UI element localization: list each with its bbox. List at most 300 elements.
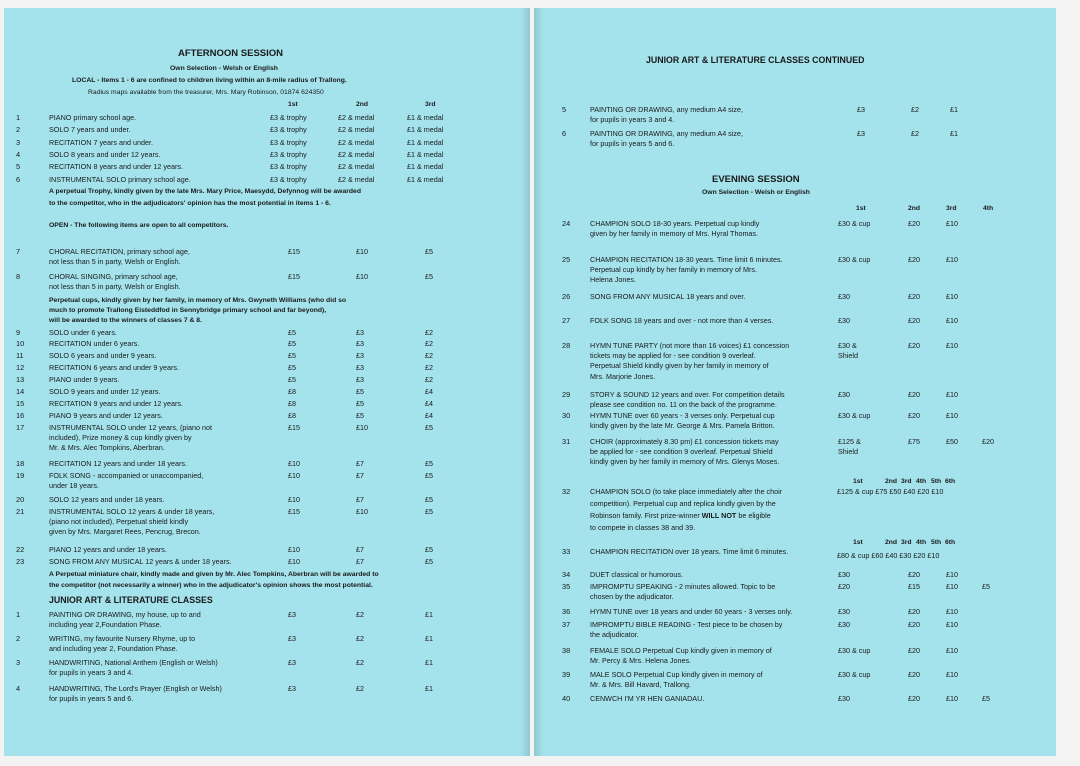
item-text: including year 2,Foundation Phase. xyxy=(49,620,162,630)
item-number: 11 xyxy=(16,351,24,360)
prize-1st: £30 & cup xyxy=(838,255,871,264)
cups-note: much to promote Trallong Eisteddfod in Sennybridge primary school and far beyond), xyxy=(49,307,327,315)
item-text: Mr. Percy & Mrs. Helena Jones. xyxy=(590,656,692,666)
col-header-2: 2nd xyxy=(356,101,369,108)
item-number: 29 xyxy=(562,390,571,399)
prize-2nd: £2 xyxy=(356,634,364,643)
item-number: 5 xyxy=(16,162,21,172)
prize-3rd: £2 xyxy=(425,339,433,348)
prize-3rd: £5 xyxy=(425,471,433,480)
item-text: PAINTING OR DRAWING, any medium A4 size, xyxy=(590,129,743,138)
item-text: CHORAL SINGING, primary school age, xyxy=(49,272,178,281)
prize-3rd: £10 xyxy=(946,620,958,629)
prize-3rd: £1 & medal xyxy=(407,174,444,184)
item-number: 6 xyxy=(16,174,21,184)
prize-1st: £3 & trophy xyxy=(270,137,307,147)
item-number: 33 xyxy=(562,547,571,556)
item-text: PIANO 9 years and under 12 years. xyxy=(49,411,163,420)
item-number: 3 xyxy=(16,658,21,667)
item-text: CHAMPION RECITATION over 18 years. Time limit 6 minutes. xyxy=(590,547,789,556)
prize-3rd: £10 xyxy=(946,646,958,655)
prize-2nd: £2 xyxy=(356,684,364,693)
item-text: HYMN TUNE over 18 years and under 60 years - 3 verses only. xyxy=(590,607,793,616)
prize-2nd: £2 & medal xyxy=(338,162,375,172)
prize-3rd: £10 xyxy=(946,670,958,679)
item-text: CHAMPION RECITATION 18-30 years. Time limit 6 minutes. xyxy=(590,255,783,264)
item-text: Mr. & Mrs. Bill Havard, Trallong. xyxy=(590,680,692,690)
item-text: RECITATION 7 years and under. xyxy=(49,137,153,147)
prize-3rd: £10 xyxy=(946,570,958,579)
item-text: please see condition no. 11 on the back of the programme. xyxy=(590,400,777,410)
item-text: given by her family in memory of Mrs. Hyral Thomas. xyxy=(590,229,759,239)
prize-2nd: £20 xyxy=(908,390,920,399)
item-text: (piano not included), Perpetual shield kindly xyxy=(49,517,189,527)
item-number: 5 xyxy=(562,105,567,114)
item-text: DUET classical or humorous. xyxy=(590,570,683,579)
prize-2nd: £7 xyxy=(356,495,364,504)
prize-1st: £3 & trophy xyxy=(270,149,307,159)
prize-3rd: £1 & medal xyxy=(407,149,444,159)
item-text: Mrs. Marjorie Jones. xyxy=(590,371,656,381)
item-text: to compete in classes 38 and 39. xyxy=(590,523,696,532)
item-number: 2 xyxy=(16,125,21,135)
item-text: INSTRUMENTAL SOLO 12 years & under 18 years, xyxy=(49,507,215,516)
item-text: be applied for - see condition 9 overleaf. Perpetual Shield xyxy=(590,447,773,457)
item-number: 40 xyxy=(562,694,571,703)
chair-note: the competitor (not necessarily a winner) who in the adjudicator's opinion shows the most potential. xyxy=(49,582,373,589)
item-text: MALE SOLO Perpetual Cup kindly given in memory of xyxy=(590,670,763,679)
item-number: 1 xyxy=(16,610,21,619)
col-header-1: 1st xyxy=(856,205,866,212)
prize-2nd: £2 xyxy=(911,129,919,138)
item-text: HYMN TUNE PARTY (not more than 16 voices) £1 concession xyxy=(590,341,790,350)
item-text: SONG FROM ANY MUSICAL 18 years and over. xyxy=(590,292,746,301)
item-number: 21 xyxy=(16,507,25,516)
prize-2nd: £3 xyxy=(356,375,364,384)
prize-2nd: £20 xyxy=(908,292,920,301)
item-number: 1 xyxy=(16,113,21,122)
prize-1st: £5 xyxy=(288,351,296,360)
trophy-note: to the competitor, who in the adjudicators' opinion has the most potential in items 1 - 6. xyxy=(49,200,331,207)
prize-3rd: £10 xyxy=(946,411,958,420)
prize-3rd: £2 xyxy=(425,328,433,337)
col-header-5: 5th xyxy=(931,539,942,546)
prize-4th: £5 xyxy=(982,694,990,703)
prize-1st: £3 & trophy xyxy=(270,113,307,122)
item-text: under 18 years. xyxy=(49,481,99,491)
item-number: 38 xyxy=(562,646,571,655)
prize-2nd: £7 xyxy=(356,557,364,566)
item-number: 19 xyxy=(16,471,25,480)
prize-1st: £3 xyxy=(288,658,296,667)
col-header-1: 1st xyxy=(853,539,863,546)
col-header-4: 4th xyxy=(916,539,927,546)
item-number: 18 xyxy=(16,459,25,468)
prize-2nd: £20 xyxy=(908,694,920,703)
prize-2nd: £10 xyxy=(356,507,368,516)
item-number: 36 xyxy=(562,607,571,616)
prize-1st: £3 xyxy=(288,610,296,619)
item-text: SOLO 7 years and under. xyxy=(49,125,131,135)
col-header-6: 6th xyxy=(945,539,956,546)
col-header-6: 6th xyxy=(945,478,956,485)
item-text: Helena Jones. xyxy=(590,275,636,285)
prize-2nd: £10 xyxy=(356,423,368,432)
col-header-4: 4th xyxy=(916,478,927,485)
prize-2nd: £7 xyxy=(356,471,364,480)
item-text: PAINTING OR DRAWING, any medium A4 size, xyxy=(590,105,743,114)
item-text: SOLO 8 years and under 12 years. xyxy=(49,149,161,159)
item-text: Perpetual cup kindly by her family in memory of Mrs. xyxy=(590,265,757,275)
prize-1st: £3 & trophy xyxy=(270,125,307,135)
item-text: competition). Perpetual cup and replica kindly given by the xyxy=(590,499,776,508)
item-text: RECITATION 12 years and under 18 years. xyxy=(49,459,187,468)
item-number: 15 xyxy=(16,399,25,408)
prize-3rd: £1 xyxy=(425,684,433,693)
prize-1st: Shield xyxy=(838,447,858,457)
prize-2nd: £3 xyxy=(356,339,364,348)
prize-2nd: £15 xyxy=(908,582,920,591)
item-text: RECITATION 9 years and under 12 years. xyxy=(49,399,183,408)
prize-3rd: £5 xyxy=(425,495,433,504)
prize-2nd: £20 xyxy=(908,570,920,579)
prize-1st: £30 & cup xyxy=(838,670,871,679)
col-header-1: 1st xyxy=(853,478,863,485)
item-text: given by Mrs. Margaret Rees, Pencrug, Brecon. xyxy=(49,527,201,537)
prize-1st: £15 xyxy=(288,247,300,256)
prize-1st: £8 xyxy=(288,387,296,396)
prize-4th: £5 xyxy=(982,582,990,591)
item-text: included), Prize money & cup kindly given by xyxy=(49,433,192,443)
col-header-3: 3rd xyxy=(946,205,957,212)
item-text: for pupils in years 3 and 4. xyxy=(590,115,675,125)
prize-2nd: £2 xyxy=(356,610,364,619)
item-text: HANDWRITING, The Lord's Prayer (English or Welsh) xyxy=(49,684,222,693)
prize-1st: £30 xyxy=(838,694,850,703)
afternoon-session-title: AFTERNOON SESSION xyxy=(178,48,284,59)
item-number: 16 xyxy=(16,411,25,420)
prize-3rd: £2 xyxy=(425,375,433,384)
prize-1st: £10 xyxy=(288,545,300,554)
right-page xyxy=(534,8,1056,756)
prize-2nd: £10 xyxy=(356,272,368,281)
emphasis: WILL NOT xyxy=(701,511,737,520)
prize-1st: £8 xyxy=(288,411,296,420)
item-number: 24 xyxy=(562,219,571,228)
prize-3rd: £10 xyxy=(946,607,958,616)
prize-3rd: £1 xyxy=(425,658,433,667)
afternoon-subtitle: Own Selection - Welsh or English xyxy=(170,65,278,72)
prize-2nd: £20 xyxy=(908,341,920,350)
prize-2nd: £3 xyxy=(356,363,364,372)
prize-1st: £30 & cup xyxy=(838,219,871,228)
prize-3rd: £1 xyxy=(950,129,958,138)
prize-2nd: £3 xyxy=(356,328,364,337)
prize-2nd: £2 & medal xyxy=(338,113,375,122)
item-text: SOLO 9 years and under 12 years. xyxy=(49,387,161,396)
prize-3rd: £50 xyxy=(946,437,958,446)
col-header-4: 4th xyxy=(983,205,994,212)
prize-3rd: £10 xyxy=(946,390,958,399)
prize-1st: £3 xyxy=(857,129,865,138)
item-text: CENWCH I'M YR HEN GANIADAU. xyxy=(590,694,705,703)
prize-1st: £30 xyxy=(838,570,850,579)
col-header-2: 2nd xyxy=(885,539,898,546)
item-text: RECITATION under 6 years. xyxy=(49,339,140,348)
item-text: PIANO 12 years and under 18 years. xyxy=(49,545,167,554)
prize-2nd: £20 xyxy=(908,607,920,616)
prize-1st: £3 xyxy=(857,105,865,114)
item-text: the adjudicator. xyxy=(590,630,639,640)
prize-2nd: £2 xyxy=(356,658,364,667)
prize-1st: Shield xyxy=(838,351,858,361)
prize-2nd: £20 xyxy=(908,411,920,420)
item-text: FEMALE SOLO Perpetual Cup kindly given in memory of xyxy=(590,646,772,655)
prize-2nd: £75 xyxy=(908,437,920,446)
prize-row: £125 & cup £75 £50 £40 £20 £10 xyxy=(837,487,944,496)
prize-2nd: £5 xyxy=(356,411,364,420)
prize-row: £80 & cup £60 £40 £30 £20 £10 xyxy=(837,551,940,560)
item-number: 23 xyxy=(16,557,25,566)
prize-3rd: £4 xyxy=(425,399,433,408)
item-number: 4 xyxy=(16,684,21,693)
prize-1st: £125 & xyxy=(838,437,861,446)
item-number: 39 xyxy=(562,670,571,679)
prize-3rd: £1 xyxy=(950,105,958,114)
prize-3rd: £4 xyxy=(425,387,433,396)
evening-subtitle: Own Selection - Welsh or English xyxy=(702,189,810,196)
prize-1st: £30 & xyxy=(838,341,857,350)
prize-3rd: £5 xyxy=(425,557,433,566)
prize-1st: £10 xyxy=(288,471,300,480)
prize-1st: £10 xyxy=(288,557,300,566)
item-text: CHOIR (approximately 8.30 pm) £1 concession tickets may xyxy=(590,437,779,446)
item-text: tickets may be applied for - see condition 9 overleaf. xyxy=(590,351,756,361)
prize-3rd: £1 & medal xyxy=(407,125,444,135)
item-text: SONG FROM ANY MUSICAL 12 years & under 18 years. xyxy=(49,557,232,566)
item-text: for pupils in years 5 and 6. xyxy=(590,139,675,149)
junior-continued-title: JUNIOR ART & LITERATURE CLASSES CONTINUED xyxy=(646,55,865,65)
prize-3rd: £10 xyxy=(946,219,958,228)
prize-3rd: £2 xyxy=(425,351,433,360)
prize-1st: £10 xyxy=(288,459,300,468)
prize-2nd: £5 xyxy=(356,399,364,408)
item-text: RECITATION 6 years and under 9 years. xyxy=(49,363,179,372)
open-intro: OPEN - The following items are open to all competitors. xyxy=(49,222,229,229)
prize-2nd: £7 xyxy=(356,459,364,468)
item-number: 31 xyxy=(562,437,571,446)
prize-2nd: £10 xyxy=(356,247,368,256)
item-text: HANDWRITING, National Anthem (English or Welsh) xyxy=(49,658,218,667)
item-number: 12 xyxy=(16,363,25,372)
prize-1st: £10 xyxy=(288,495,300,504)
prize-2nd: £20 xyxy=(908,646,920,655)
item-text: and including year 2, Foundation Phase. xyxy=(49,644,178,654)
item-text: Mr. & Mrs. Alec Tompkins, Aberbran. xyxy=(49,443,165,453)
item-text: not less than 5 in party, Welsh or English. xyxy=(49,282,181,292)
col-header-1: 1st xyxy=(288,101,298,108)
prize-3rd: £4 xyxy=(425,411,433,420)
prize-1st: £8 xyxy=(288,399,296,408)
col-header-3: 3rd xyxy=(901,478,912,485)
prize-1st: £30 & cup xyxy=(838,411,871,420)
item-text: RECITATION 8 years and under 12 years. xyxy=(49,162,183,172)
prize-2nd: £3 xyxy=(356,351,364,360)
prize-3rd: £10 xyxy=(946,292,958,301)
item-text: INSTRUMENTAL SOLO under 12 years, (piano not xyxy=(49,423,212,432)
prize-2nd: £2 & medal xyxy=(338,125,375,135)
item-number: 4 xyxy=(16,149,21,159)
item-number: 9 xyxy=(16,328,21,337)
item-number: 30 xyxy=(562,411,571,420)
prize-3rd: £1 xyxy=(425,634,433,643)
item-text: PAINTING OR DRAWING, my house, up to and xyxy=(49,610,201,619)
prize-2nd: £20 xyxy=(908,620,920,629)
evening-session-title: EVENING SESSION xyxy=(712,174,800,185)
prize-2nd: £20 xyxy=(908,316,920,325)
item-number: 7 xyxy=(16,247,21,256)
prize-2nd: £2 & medal xyxy=(338,174,375,184)
prize-3rd: £10 xyxy=(946,694,958,703)
item-text: FOLK SONG 18 years and over - not more than 4 verses. xyxy=(590,316,774,325)
prize-3rd: £5 xyxy=(425,423,433,432)
prize-2nd: £5 xyxy=(356,387,364,396)
col-header-5: 5th xyxy=(931,478,942,485)
prize-1st: £20 xyxy=(838,582,850,591)
col-header-3: 3rd xyxy=(901,539,912,546)
prize-1st: £3 xyxy=(288,634,296,643)
item-number: 37 xyxy=(562,620,571,629)
junior-title: JUNIOR ART & LITERATURE CLASSES xyxy=(49,595,213,605)
item-number: 6 xyxy=(562,129,567,138)
prize-1st: £15 xyxy=(288,507,300,516)
prize-2nd: £20 xyxy=(908,670,920,679)
item-number: 26 xyxy=(562,292,571,301)
item-number: 10 xyxy=(16,339,25,348)
item-text: IMPROMPTU SPEAKING - 2 minutes allowed. Topic to be xyxy=(590,582,776,591)
item-text-part: be eligible xyxy=(736,511,771,520)
prize-1st: £30 xyxy=(838,316,850,325)
item-text xyxy=(590,512,771,520)
item-text: SOLO 6 years and under 9 years. xyxy=(49,351,157,360)
prize-4th: £20 xyxy=(982,437,994,446)
item-number: 35 xyxy=(562,582,571,591)
prize-1st: £3 xyxy=(288,684,296,693)
prize-1st: £15 xyxy=(288,272,300,281)
item-text: PIANO under 9 years. xyxy=(49,375,120,384)
prize-3rd: £10 xyxy=(946,341,958,350)
prize-3rd: £1 & medal xyxy=(407,162,444,172)
item-number: 32 xyxy=(562,487,571,496)
prize-1st: £3 & trophy xyxy=(270,174,307,184)
item-text: kindly given by her family in memory of Mrs. Glenys Moses. xyxy=(590,457,780,467)
item-text: WRITING, my favourite Nursery Rhyme, up to xyxy=(49,634,196,643)
local-note: LOCAL - Items 1 - 6 are confined to children living within an 8-mile radius of Trallong. xyxy=(72,77,347,84)
prize-3rd: £1 & medal xyxy=(407,137,444,147)
prize-1st: £30 xyxy=(838,390,850,399)
item-text: for pupils in years 5 and 6. xyxy=(49,694,134,704)
prize-2nd: £2 & medal xyxy=(338,137,375,147)
item-text: HYMN TUNE over 60 years - 3 verses only. Perpetual cup xyxy=(590,411,775,420)
prize-3rd: £10 xyxy=(946,582,958,591)
item-text: IMPROMPTU BIBLE READING - Test piece to be chosen by xyxy=(590,620,783,629)
cups-note: Perpetual cups, kindly given by her family, in memory of Mrs. Gwyneth Williams (who did so xyxy=(49,297,347,304)
item-number: 22 xyxy=(16,545,25,554)
item-number: 25 xyxy=(562,255,571,264)
prize-1st: £15 xyxy=(288,423,300,432)
item-number: 2 xyxy=(16,634,21,643)
prize-1st: £30 & cup xyxy=(838,646,871,655)
item-number: 20 xyxy=(16,495,25,504)
col-header-2: 2nd xyxy=(908,205,921,212)
item-text-part: Robinson family. First prize-winner xyxy=(590,511,702,520)
item-number: 8 xyxy=(16,272,21,281)
prize-1st: £3 & trophy xyxy=(270,162,307,172)
prize-2nd: £7 xyxy=(356,545,364,554)
prize-3rd: £10 xyxy=(946,255,958,264)
item-number: 14 xyxy=(16,387,25,396)
prize-3rd: £1 & medal xyxy=(407,113,444,122)
prize-1st: £5 xyxy=(288,328,296,337)
prize-3rd: £2 xyxy=(425,363,433,372)
prize-1st: £5 xyxy=(288,363,296,372)
item-text: chosen by the adjudicator. xyxy=(590,592,674,602)
prize-1st: £5 xyxy=(288,375,296,384)
prize-2nd: £20 xyxy=(908,219,920,228)
item-text: SOLO 12 years and under 18 years. xyxy=(49,495,165,504)
col-header-2: 2nd xyxy=(885,478,898,485)
prize-3rd: £5 xyxy=(425,459,433,468)
item-number: 34 xyxy=(562,570,571,579)
prize-3rd: £5 xyxy=(425,272,433,281)
prize-1st: £30 xyxy=(838,607,850,616)
prize-1st: £30 xyxy=(838,292,850,301)
prize-3rd: £5 xyxy=(425,247,433,256)
prize-3rd: £5 xyxy=(425,545,433,554)
item-text: for pupils in years 3 and 4. xyxy=(49,668,134,678)
item-text: not less than 5 in party, Welsh or English. xyxy=(49,257,181,267)
item-number: 17 xyxy=(16,423,25,432)
cups-note: will be awarded to the winners of classes 7 & 8. xyxy=(49,317,202,325)
item-number: 28 xyxy=(562,341,571,350)
left-page xyxy=(4,8,530,756)
item-text: CHORAL RECITATION, primary school age, xyxy=(49,247,190,256)
col-header-3: 3rd xyxy=(425,101,436,108)
item-text: FOLK SONG - accompanied or unaccompanied, xyxy=(49,471,204,480)
prize-2nd: £2 xyxy=(911,105,919,114)
item-number: 13 xyxy=(16,375,25,384)
item-text: STORY & SOUND 12 years and over. For competition details xyxy=(590,390,785,399)
prize-3rd: £1 xyxy=(425,610,433,619)
trophy-note: A perpetual Trophy, kindly given by the late Mrs. Mary Price, Maesydd, Defynnog will be awarded xyxy=(49,188,361,195)
item-text: kindly given by the late Mr. George & Mrs. Pamela Britton. xyxy=(590,421,775,431)
prize-3rd: £10 xyxy=(946,316,958,325)
chair-note: A Perpetual miniature chair, kindly made and given by Mr. Alec Tompkins, Aberbran will be awarded to xyxy=(49,571,379,578)
prize-2nd: £2 & medal xyxy=(338,149,375,159)
prize-1st: £30 xyxy=(838,620,850,629)
item-text: Perpetual Shield kindly given by her family in memory of xyxy=(590,361,769,371)
prize-2nd: £20 xyxy=(908,255,920,264)
item-text: CHAMPION SOLO 18-30 years. Perpetual cup kindly xyxy=(590,219,760,228)
radius-note: Radius maps available from the treasurer, Mrs. Mary Robinson, 01874 624350 xyxy=(88,89,324,96)
item-text: PIANO primary school age. xyxy=(49,113,137,122)
item-text: SOLO under 6 years. xyxy=(49,328,117,337)
item-number: 3 xyxy=(16,137,21,147)
item-number: 27 xyxy=(562,316,571,325)
item-text: CHAMPION SOLO (to take place immediately after the choir xyxy=(590,487,783,496)
item-text: INSTRUMENTAL SOLO primary school age. xyxy=(49,174,191,184)
prize-3rd: £5 xyxy=(425,507,433,516)
